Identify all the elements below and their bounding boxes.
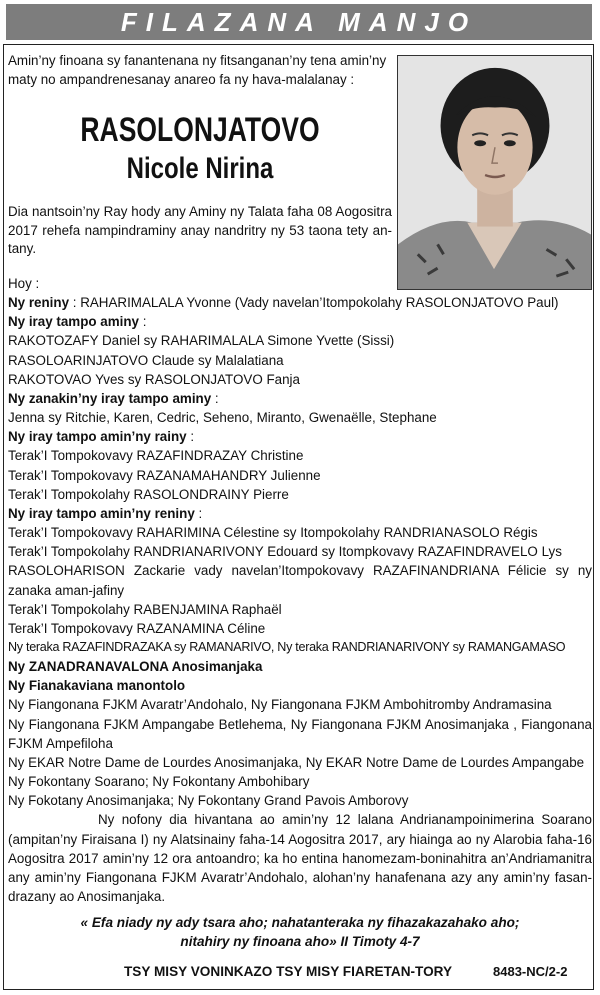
funeral-paragraph: Ny nofony dia hivantana ao amin’ny 12 lalana Andrianampoinimerina Soarano (ampitan’ny Firaisana I) ny Alatsinainy faha-14 Aogositra 2017, ary hiainga ao ny Alarobia faha-16 Aogositra 2017 amin’ny 12 ora antoandro; ka ho entina hanomezam-boninahitra an’Andriamanitra any amin’ny Fiangonana FJKM Avaratr’Andohalo, alohan’ny hanafenana azy any amin’ny fasan-drazany ao Anosimanjaka. (8, 812, 592, 904)
list-item: Ny Fiangonana FJKM Avaratr’Andohalo, Ny Fiangonana FJKM Ambohitromby Andramasina (8, 697, 552, 713)
list-item: RAKOTOZAFY Daniel sy RAHARIMALALA Simone Yvette (Sissi) (8, 333, 395, 349)
reniny-label: Ny reniny (8, 295, 70, 311)
zanakiny-heading: Ny zanakin’ny iray tampo aminy : (8, 390, 219, 406)
fianakaviana-line: Ny Fianakaviana manontolo (8, 678, 186, 694)
footer-ref: 8483-NC/2-2 (493, 964, 568, 979)
list-item: Terak’I Tompokolahy RASOLONDRAINY Pierre (8, 486, 289, 502)
list-item: RASOLOARINJATOVO Claude sy Malalatiana (8, 352, 284, 368)
list-item: Terak’I Tompokovavy RAHARIMINA Célestine sy Itompokolahy RANDRIANASOLO Régis (8, 525, 538, 541)
quote-ref: II Timoty 4-7 (340, 934, 420, 949)
list-item: RAKOTOVAO Yves sy RASOLONJATOVO Fanja (8, 371, 300, 387)
zanakiny-label: Ny zanakin’ny iray tampo aminy (8, 390, 212, 406)
deceased-surname: RASOLONJATOVO (80, 111, 320, 149)
zanadranavalona-line: Ny ZANADRANAVALONA Anosimanjaka (8, 659, 263, 675)
quote-line-1: « Efa niady ny ady tsara aho; nahatanteraka ny fihazakazahako aho; (80, 915, 520, 930)
list-item: RASOLOHARISON Zackarie vady navelan’Itompokovavy RAZAFINANDRIANA Félicie sy ny zanaka aman-jafiny (8, 563, 592, 598)
list-item: Terak’I Tompokovavy RAZANAMAHANDRY Julienne (8, 467, 321, 483)
deceased-given-names: Nicole Nirina (126, 152, 274, 185)
bible-quote (8, 913, 592, 951)
header-banner (6, 4, 592, 40)
quote-text-2: nitahiry ny finoana aho» (180, 934, 337, 949)
reniny2-heading: Ny iray tampo amin’ny reniny : (8, 505, 203, 521)
iray-tampo-label: Ny iray tampo aminy (8, 314, 139, 330)
reniny-text: : RAHARIMALALA Yvonne (Vady navelan’Itompokolahy RASOLONJATOVO Paul) (69, 295, 559, 311)
list-item: Ny Fokontany Soarano; Ny Fokontany Ambohibary (8, 774, 310, 790)
list-item: Terak’I Tompokovavy RAZANAMINA Céline (8, 620, 266, 636)
list-item: Ny EKAR Notre Dame de Lourdes Anosimanjaka, Ny EKAR Notre Dame de Lourdes Ampangabe (8, 754, 585, 770)
hoy-line: Hoy : (8, 276, 40, 291)
list-item: Ny Fokotany Anosimanjaka; Ny Fokontany Grand Pavois Amborovy (8, 793, 409, 809)
list-item: Ny teraka RAZAFINDRAZAKA sy RAMANARIVO, Ny teraka RANDRIANARIVONY sy RAMANGAMASO (8, 639, 566, 654)
death-notice: Dia nantsoin’ny Ray hody any Aminy ny Talata faha 08 Aogositra 2017 rehefa nampindraminy anay nandritry ny 53 taona tety an-tany. (8, 204, 392, 256)
intro-text: Amin’ny finoana sy fanantenana ny fitsanganan’ny tena amin’ny maty no ampandrenesanay anareo fa ny hava-malalanay : (8, 53, 387, 87)
rainy-heading: Ny iray tampo amin’ny rainy : (8, 429, 195, 445)
list-item: Terak’I Tompokolahy RABENJAMINA Raphaël (8, 601, 282, 617)
iray-tampo-heading: Ny iray tampo aminy : (8, 314, 147, 330)
reniny-line (8, 293, 592, 312)
footer (0, 961, 600, 983)
quote-line-2 (8, 932, 592, 951)
list-item: Jenna sy Ritchie, Karen, Cedric, Seheno, Miranto, Gwenaëlle, Stephane (8, 410, 437, 426)
rainy-label: Ny iray tampo amin’ny rainy (8, 429, 187, 445)
reniny2-label: Ny iray tampo amin’ny reniny (8, 505, 195, 521)
list-item: Terak’I Tompokovavy RAZAFINDRAZAY Christine (8, 448, 304, 464)
portrait-photo (397, 55, 592, 290)
header-title: FILAZANA MANJO (120, 6, 478, 37)
footer-motto: TSY MISY VONINKAZO TSY MISY FIARETAN-TORY (124, 964, 453, 979)
family-list (8, 274, 592, 906)
list-item: Terak’I Tompokolahy RANDRIANARIVONY Edouard sy Itompkovavy RAZAFINDRAVELO Lys (8, 544, 562, 560)
list-item: Ny Fiangonana FJKM Ampangabe Betlehema, Ny Fiangonana FJKM Anosimanjaka , Fiangonana FJKM Ampefiloha (8, 716, 592, 751)
